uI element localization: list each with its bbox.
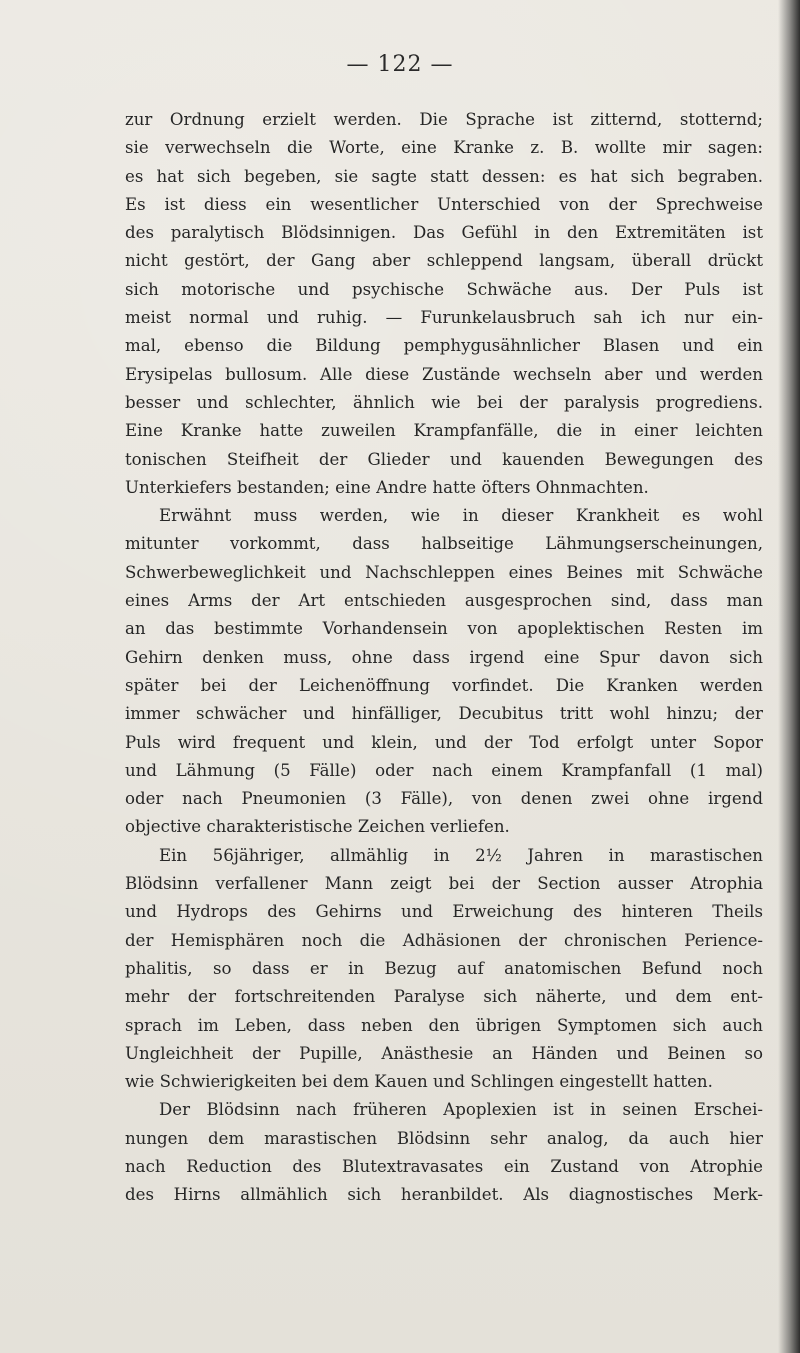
text-line: Es ist diess ein wesentlicher Unterschied von der Sprechweise <box>125 194 763 214</box>
text-line: Unterkiefers bestanden; eine Andre hatte öfters Ohnmachten. <box>125 477 649 497</box>
text-line: an das bestimmte Vorhandensein von apoplektischen Resten im <box>125 619 763 639</box>
text-line: der Hemisphären noch die Adhäsionen der chronischen Perience- <box>125 930 763 950</box>
text-line: und Lähmung (5 Fälle) oder nach einem Krampfanfall (1 mal) <box>125 760 763 780</box>
text-line: Ungleichheit der Pupille, Anästhesie an Händen und Beinen so <box>125 1043 763 1063</box>
text-line: eines Arms der Art entschieden ausgesprochen sind, dass man <box>125 591 763 611</box>
text-line: mal, ebenso die Bildung pemphygusähnlicher Blasen und ein <box>125 336 763 356</box>
text-line: es hat sich begeben, sie sagte statt dessen: es hat sich begraben. <box>125 166 763 186</box>
text-line: Der Blödsinn nach früheren Apoplexien ist in seinen Erschei- <box>159 1100 763 1120</box>
text-line: sie verwechseln die Worte, eine Kranke z. B. wollte mir sagen: <box>125 138 763 158</box>
text-line: des paralytisch Blödsinnigen. Das Gefühl in den Extremitäten ist <box>125 223 763 243</box>
text-line: später bei der Leichenöffnung vorfindet. Die Kranken werden <box>125 675 763 695</box>
text-line: Gehirn denken muss, ohne dass irgend eine Spur davon sich <box>125 647 763 667</box>
text-line: wie Schwierigkeiten bei dem Kauen und Schlingen eingestellt hatten. <box>125 1072 713 1092</box>
text-line: immer schwächer und hinfälliger, Decubitus tritt wohl hinzu; der <box>125 704 763 724</box>
text-line: tonischen Steifheit der Glieder und kauenden Bewegungen des <box>125 449 763 469</box>
text-line: mitunter vorkommt, dass halbseitige Lähmungserscheinungen, <box>125 534 763 554</box>
text-line: Erwähnt muss werden, wie in dieser Krankheit es wohl <box>159 506 763 526</box>
text-line: nicht gestört, der Gang aber schleppend langsam, überall drückt <box>125 251 763 271</box>
text-line: oder nach Pneumonien (3 Fälle), von denen zwei ohne irgend <box>125 789 763 809</box>
text-line: Eine Kranke hatte zuweilen Krampfanfälle, die in einer leichten <box>125 421 763 441</box>
text-line: nungen dem marastischen Blödsinn sehr analog, da auch hier <box>125 1128 763 1148</box>
text-line: Ein 56jähriger, allmählig in 2½ Jahren in marastischen <box>159 845 763 865</box>
page-number: — 122 — <box>346 52 454 77</box>
text-line: besser und schlechter, ähnlich wie bei der paralysis progrediens. <box>125 392 763 412</box>
text-line: des Hirns allmählich sich heranbildet. Als diagnostisches Merk- <box>125 1185 763 1205</box>
text-line: nach Reduction des Blutextravasates ein Zustand von Atrophie <box>125 1156 763 1176</box>
text-line: Puls wird frequent und klein, und der Tod erfolgt unter Sopor <box>125 732 763 752</box>
text-line: objective charakteristische Zeichen verliefen. <box>125 817 510 837</box>
text-line: Schwerbeweglichkeit und Nachschleppen eines Beines mit Schwäche <box>125 562 763 582</box>
text-line: sprach im Leben, dass neben den übrigen Symptomen sich auch <box>125 1015 763 1035</box>
text-line: Blödsinn verfallener Mann zeigt bei der Section ausser Atrophia <box>125 874 763 894</box>
text-line: meist normal und ruhig. — Furunkelausbruch sah ich nur ein- <box>125 308 763 328</box>
text-line: zur Ordnung erzielt werden. Die Sprache ist zitternd, stotternd; <box>125 110 763 129</box>
text-line: mehr der fortschreitenden Paralyse sich näherte, und dem ent- <box>125 987 763 1007</box>
text-line: sich motorische und psychische Schwäche aus. Der Puls ist <box>125 279 763 299</box>
body-text <box>125 106 763 1210</box>
text-line: Erysipelas bullosum. Alle diese Zustände wechseln aber und werden <box>125 364 763 384</box>
text-line: und Hydrops des Gehirns und Erweichung des hinteren Theils <box>125 902 763 922</box>
text-line: phalitis, so dass er in Bezug auf anatomischen Befund noch <box>125 958 763 978</box>
